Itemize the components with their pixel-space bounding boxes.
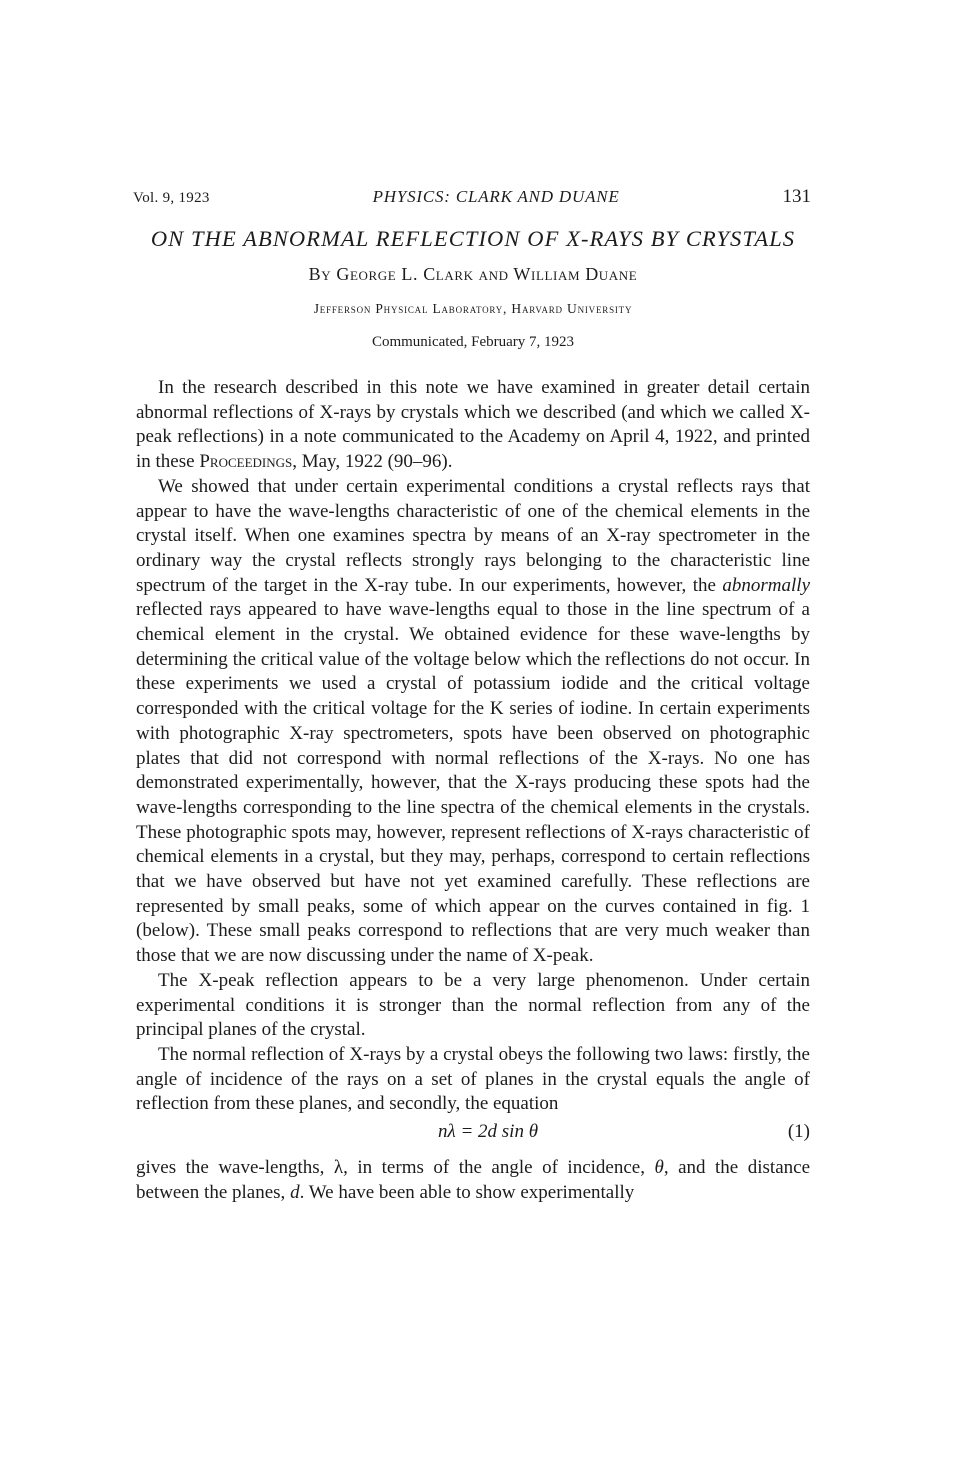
paragraph-3: The X-peak reflection appears to be a very large phenomenon. Under certain experimental conditions it is stronger than the normal reflection from any of the principal planes of the crystal. — [136, 969, 810, 1041]
paragraph-2-text-a: We showed that under certain experimental conditions a crystal reflects rays that appear to have the wave-lengths characteristic of one of the chemical elements in the crystal itself. When one examines spectra by means of an X-ray spectrometer in the ordinary way the crystal reflects strongly rays belonging to the characteristic line spectrum of the target in the X-ray tube. In our experiments, however, the — [136, 475, 810, 596]
paragraph-5-text-b: , and the distance between the planes, — [136, 1157, 811, 1203]
paragraph-1 — [136, 376, 810, 475]
paragraph-5-text-a: gives the wave-lengths, λ, in terms of the angle of incidence, — [136, 1157, 655, 1179]
running-title: PHYSICS: CLARK AND DUANE — [372, 187, 620, 206]
running-head — [133, 186, 811, 210]
symbol-d: d — [290, 1181, 300, 1203]
paragraph-5 — [136, 1156, 810, 1205]
journal-name: Proceedings — [199, 451, 293, 473]
article-affiliation: Jefferson Physical Laboratory, Harvard University — [313, 301, 633, 316]
page-number: 131 — [782, 186, 811, 207]
article-body — [136, 376, 810, 1206]
equation-number: (1) — [787, 1121, 810, 1143]
volume-year: Vol. 9, 1923 — [133, 190, 210, 206]
symbol-theta: θ — [654, 1157, 664, 1179]
article-authors: By George L. Clark and William Duane — [308, 264, 638, 284]
paragraph-4: The normal reflection of X-rays by a crystal obeys the following two laws: firstly, the angle of incidence of the rays on a set of planes in the crystal equals the angle of reflection from these planes, and secondly, the equation — [136, 1043, 810, 1115]
emphasis-abnormally: abnormally — [722, 574, 810, 596]
paragraph-5-text-c: . We have been able to show experimentally — [299, 1181, 635, 1203]
communicated-date: Communicated, February 7, 1923 — [371, 334, 575, 350]
article-title: ON THE ABNORMAL REFLECTION OF X-RAYS BY CRYSTALS — [150, 226, 796, 251]
paragraph-2-text-c: reflected rays appeared to have wave-lengths equal to those in the line spectrum of a chemical element in the crystal. We obtained evidence for these wave-lengths by determining the critical value of the voltage below which the reflections do not occur. In these experiments we used a crystal of potassium iodide and the critical voltage corresponded with the critical voltage for the K series of iodine. In certain experiments with photographic X-ray spectrometers, spots have been observed on photographic plates that did not correspond with normal reflections of the X-rays. No one has demonstrated experimentally, however, that the X-rays producing these spots had the wave-lengths corresponding to the line spectra of the chemical elements in the crystals. These photographic spots may, however, represent reflections of X-rays characteristic of chemical elements in a crystal, but they may, perhaps, correspond to certain reflections that we have observed but have not yet examined carefully. These reflections are represented by small peaks, some of which appear on the curves contained in fig. 1 (below). These small peaks correspond to reflections that are very much weaker than those that we are now discussing under the name of X-peak. — [136, 599, 810, 967]
paragraph-1-text-c: , May, 1922 (90–96). — [292, 451, 453, 473]
paragraph-1-text-a: In the research described in this note we have examined in greater detail certain abnormal reflections of X-rays by crystals which we described (and which we called X-peak reflections) in a note communicated to the Academy on April 4, 1922, and printed in these — [136, 377, 810, 473]
paragraph-2 — [136, 475, 810, 969]
equation-expression: nλ = 2d sin θ — [437, 1121, 539, 1143]
equation-1 — [136, 1117, 810, 1156]
